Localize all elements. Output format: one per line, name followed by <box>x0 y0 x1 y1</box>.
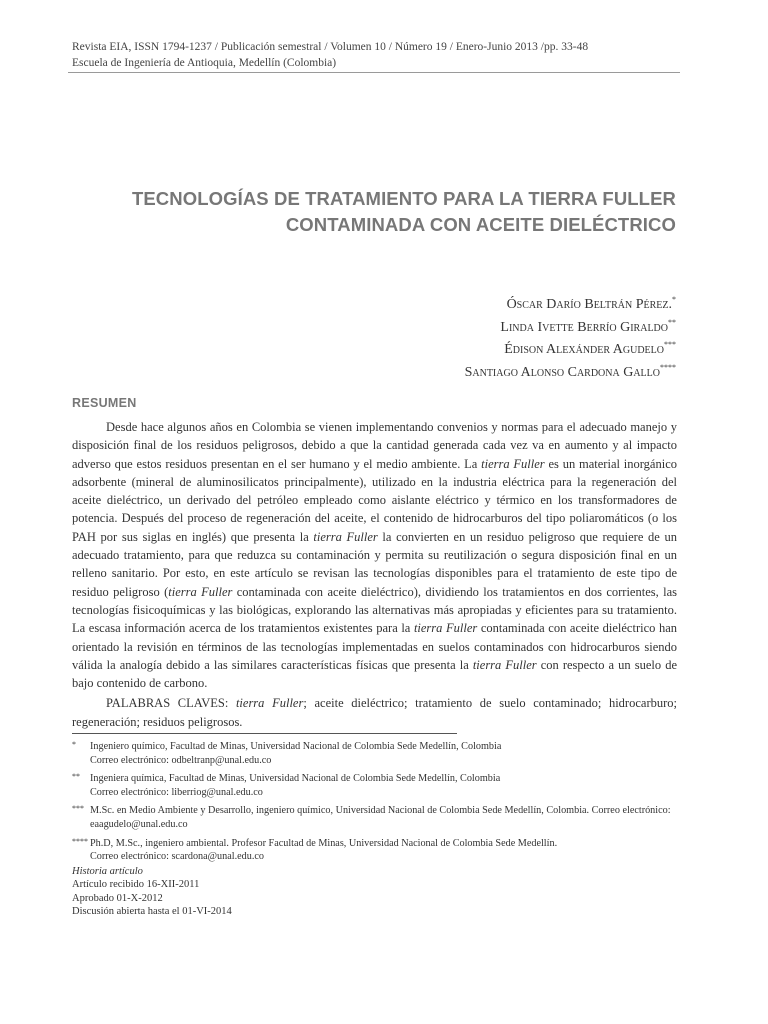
footnote-4 <box>72 837 677 864</box>
author-footnote-mark: *** <box>664 340 676 349</box>
history-discussion: Discusión abierta hasta el 01-VI-2014 <box>72 906 232 918</box>
author-name: Linda Ivette Berrío Giraldo <box>500 319 668 335</box>
author-3 <box>300 339 676 362</box>
history-approved: Aprobado 01-X-2012 <box>72 892 163 904</box>
footnote-affiliation: Ingeniero químico, Facultad de Minas, Universidad Nacional de Colombia Sede Medellín, Colombia <box>90 741 502 752</box>
abstract-italic-term: tierra Fuller <box>313 529 378 544</box>
abstract-text: con respecto a un suelo de bajo contenido de carbono. <box>72 657 677 691</box>
article-title-line-1: TECNOLOGÍAS DE TRATAMIENTO PARA LA TIERRA FULLER <box>131 188 676 209</box>
article-history <box>72 865 372 919</box>
footnote-email: Correo electrónico: scardona@unal.edu.co <box>90 851 265 863</box>
journal-citation: Revista EIA, ISSN 1794-1237 / Publicación semestral / Volumen 10 / Número 19 / Enero-Junio 2013 /pp. 33-48 <box>72 41 589 53</box>
keywords-list: ; aceite dieléctrico; tratamiento de suelo contaminado; hidrocarburo; regeneración; residuos peligrosos. <box>72 696 677 729</box>
footnote-mark: ** <box>72 772 80 782</box>
abstract-text: contaminada con aceite dieléctrico), dividiendo los tratamientos en dos corrientes, las tecnologías fisicoquímicas y las biológicas, explorando las alternativas más apropiadas y eficientes para su tratamiento. La escasa información acerca de los tratamientos existentes para la <box>72 584 678 636</box>
keywords-paragraph <box>72 694 677 731</box>
abstract-heading: RESUMEN <box>72 396 137 410</box>
footnote-mark: *** <box>72 804 84 814</box>
footnote-2 <box>72 772 677 799</box>
abstract-text: es un material inorgánico adsorbente (mineral de aluminosilicatos principalmente), utilizado en la industria eléctrica para la regeneración del aceite dieléctrico, un derivado del petróleo empleado como aislante eléctrico y térmico en los transformadores de potencia. Después del proceso de regeneración del aceite, el contenido de hidrocarburos del tipo poliaromáticos (o los PAH por sus siglas en inglés) que presenta la <box>72 456 678 544</box>
author-1 <box>300 294 676 317</box>
author-footnote-mark: ** <box>668 317 676 327</box>
author-list <box>300 294 676 384</box>
abstract-italic-term: tierra Fuller <box>413 621 478 636</box>
footnote-affiliation: Ingeniera química, Facultad de Minas, Universidad Nacional de Colombia Sede Medellín, Colombia <box>90 773 501 785</box>
footnote-3 <box>72 804 677 831</box>
author-footnote-mark: * <box>672 295 676 304</box>
abstract-italic-term: tierra Fuller <box>481 456 545 471</box>
footnote-1 <box>72 740 677 767</box>
abstract-italic-term: tierra Fuller <box>472 657 537 672</box>
footnote-email: Correo electrónico: liberriog@unal.edu.co <box>90 786 263 798</box>
author-name: Édison Alexánder Agudelo <box>504 342 664 357</box>
keywords-label: PALABRAS CLAVES: <box>106 696 236 711</box>
history-received: Artículo recibido 16-XII-2011 <box>72 879 200 891</box>
article-title <box>72 186 676 238</box>
abstract-text: Desde hace algunos años en Colombia se vienen implementando convenios y normas para el adecuado manejo y disposición final de los residuos peligrosos, debido a que la cantidad generada cada vez va en aumento y al impacto adverso que estos residuos presentan en el ser humano y el medio ambiente. La <box>72 420 677 471</box>
abstract-text: la convierten en un residuo peligroso que requiere de un adecuado tratamiento, para que reduzca su contaminación y permita su reutilización o segura disposición final en un relleno sanitario. Por esto, en este artículo se revisan las tecnologías disponibles para el tratamiento de este tipo de residuo peligroso ( <box>72 529 677 599</box>
abstract-paragraph <box>72 418 677 692</box>
footnotes <box>72 740 677 869</box>
author-4 <box>300 362 676 385</box>
abstract-text: contaminada con aceite dieléctrico han orientado la revisión en términos de las tecnologías implementadas en suelos contaminados con hidrocarburos siendo válida la analogía debido a las similares características físicas que presenta la <box>72 621 678 672</box>
abstract-italic-term: tierra Fuller <box>168 584 233 599</box>
footnote-affiliation: Ph.D, M.Sc., ingeniero ambiental. Profesor Facultad de Minas, Universidad Nacional de Colombia Sede Medellín. <box>90 837 558 849</box>
footnote-divider <box>72 733 457 734</box>
author-2 <box>300 317 676 340</box>
keywords-italic-term: tierra Fuller <box>235 696 304 711</box>
author-footnote-mark: **** <box>660 362 676 372</box>
footnote-affiliation: M.Sc. en Medio Ambiente y Desarrollo, ingeniero químico, Universidad Nacional de Colombia Sede Medellín, Colombia. Correo electrónico: eaagudelo@unal.edu.co <box>90 805 671 830</box>
article-title-line-2: CONTAMINADA CON ACEITE DIELÉCTRICO <box>285 214 676 235</box>
journal-institution: Escuela de Ingeniería de Antioquia, Medellín (Colombia) <box>72 56 337 69</box>
abstract-body <box>72 418 677 731</box>
header-divider <box>68 72 680 73</box>
footnote-mark: **** <box>72 836 88 846</box>
author-name: Santiago Alonso Cardona Gallo <box>464 364 660 380</box>
footnote-mark: * <box>72 740 76 749</box>
history-title: Historia artículo <box>72 866 143 877</box>
journal-header <box>72 40 682 71</box>
footnote-email: Correo electrónico: odbeltranp@unal.edu.co <box>90 754 272 766</box>
author-name: Óscar Darío Beltrán Pérez. <box>506 297 672 312</box>
